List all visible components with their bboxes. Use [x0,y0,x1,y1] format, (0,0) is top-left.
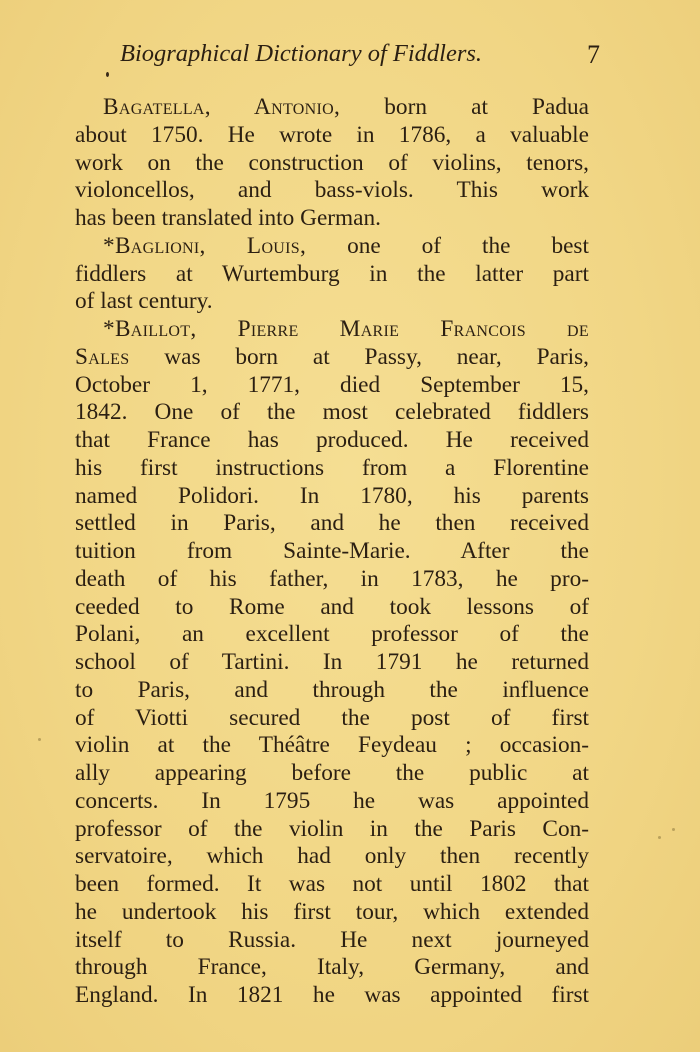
line-text: about 1750. He wrote in 1786, a valuable [75,121,589,148]
line-text: professor of the violin in the Paris Con- [75,815,589,842]
text-line [75,566,589,594]
text-line [75,427,589,455]
entry-name: Sales [75,343,130,370]
line-text: to Paris, and through the influence [75,676,589,703]
line-text: tuition from Sainte-Marie. After the [75,538,589,564]
line-text: named Polidori. In 1780, his parents [75,482,589,509]
line-text: servatoire, which had only then recently [75,843,589,870]
text-line [75,732,589,760]
text-line [75,288,589,316]
text-line [75,816,589,844]
text-line [75,205,589,233]
line-text: ally appearing before the public at [75,760,589,786]
paper-speck [38,738,41,741]
entry-heading-line [75,316,589,344]
entry-heading-line [75,94,589,122]
text-line [75,621,589,649]
line-text: ceeded to Rome and took lessons of [75,593,589,620]
text-line [75,871,589,899]
line-text: his first instructions from a Florentine [75,454,589,481]
entry-name: Bagatella, Antonio, [103,94,341,120]
running-title: Biographical Dictionary of Fiddlers. [120,40,483,67]
text-line [75,261,589,289]
line-text: settled in Paris, and he then received [75,510,589,537]
line-text: one of the best [306,232,589,259]
line-text: he undertook his first tour, which extended [75,898,589,925]
text-line [75,760,589,788]
text-line [75,150,589,178]
entry-heading-line [75,344,589,372]
line-text: death of his father, in 1783, he pro- [75,565,589,592]
line-text: 1842. One of the most celebrated fiddlers [75,399,589,426]
line-text: was born at Passy, near, Paris, [129,343,589,370]
text-line [75,927,589,955]
line-text: England. In 1821 he was appointed first [75,982,589,1008]
paper-speck [658,836,661,839]
line-text: concerts. In 1795 he was appointed [75,787,589,814]
text-line [75,649,589,677]
entry-heading-line [75,233,589,261]
line-text: fiddlers at Wurtemburg in the latter part [75,260,589,287]
line-text: born at Padua [340,94,589,120]
text-line [75,594,589,622]
line-text: through France, Italy, Germany, and [75,954,589,981]
line-text: violin at the Théâtre Feydeau ; occasion- [75,732,589,759]
text-line [75,399,589,427]
text-line [75,788,589,816]
line-text: October 1, 1771, died September 15, [75,371,589,398]
line-text: of last century. [75,288,213,315]
line-text: work on the construction of violins, tenors, [75,149,589,176]
line-text: Polani, an excellent professor of the [75,621,589,648]
text-line [75,677,589,705]
text-line [75,899,589,927]
text-line [75,982,589,1010]
line-text: been formed. It was not until 1802 that [75,871,589,897]
line-text: school of Tartini. In 1791 he returned [75,649,589,675]
line-text: violoncellos, and bass-viols. This work [75,177,589,204]
text-line [75,843,589,871]
line-text: has been translated into German. [75,205,381,231]
text-line [75,538,589,566]
line-text: that France has produced. He received [75,427,589,453]
line-text: of Viotti secured the post of first [75,704,589,731]
entry-name: *Baillot, Pierre Marie Francois de [103,316,589,342]
line-text: itself to Russia. He next journeyed [75,926,589,953]
text-line [75,177,589,205]
entry-name: *Baglioni, Louis, [103,232,307,259]
text-line [75,510,589,538]
text-line [75,705,589,733]
paper-speck [672,828,675,831]
ink-mark [106,72,109,77]
body-text [75,94,589,1010]
page-number: 7 [587,40,600,69]
running-header [120,40,600,76]
text-line [75,455,589,483]
text-line [75,372,589,400]
text-line [75,483,589,511]
text-line [75,954,589,982]
text-line [75,122,589,150]
